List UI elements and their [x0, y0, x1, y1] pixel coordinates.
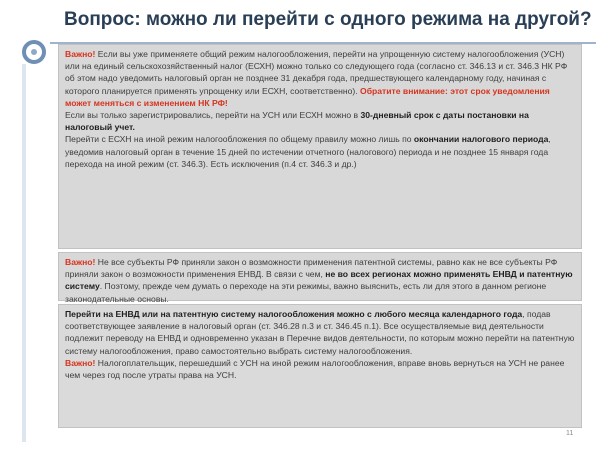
emphasis-text: окончании налогового периода	[413, 134, 549, 145]
emphasis-text: 30-дневный срок с даты постановки на налоговый учет.	[65, 110, 529, 133]
side-accent-strip	[22, 64, 26, 442]
attention-note: Обратите внимание: этот срок уведомления может меняться с изменением НК РФ!	[65, 85, 550, 108]
page-number: 11	[566, 430, 574, 437]
slide-title: Вопрос: можно ли перейти с одного режима на другой?	[64, 9, 592, 30]
paragraph-text: , подав соответствующее заявление в налоговый орган (ст. 346.28 п.3 и ст. 346.45 п.1). Все осуществляемые вид деятельности подлежит переводу на ЕНВД и одновременно указан в Перечне видов деятельности, по которым можно перейти на патентную систему налогообложения, право самостоятельно выбрать систему налогообложения.	[65, 309, 575, 356]
paragraph-text: . Поэтому, прежде чем думать о переходе на эти режимы, важно выяснить, есть ли для этого в данном регионе законодательные основы.	[65, 281, 547, 304]
important-label: Важно!	[65, 357, 96, 368]
important-label: Важно!	[65, 49, 96, 59]
paragraph-text: Если вы только зарегистрировались, перейти на УСН или ЕСХН можно в	[65, 110, 361, 121]
text-block-tax-regime-switch	[58, 44, 582, 249]
important-label: Важно!	[65, 257, 96, 267]
paragraph-text: Не все субъекты РФ приняли закон о возможности применения патентной системы, равно как не все субъекты РФ приняли закон о возможности применения ЕНВД. В связи с чем,	[65, 257, 558, 280]
paragraph-text: Если вы уже применяете общий режим налогообложения, перейти на упрощенную систему налогообложения (УСН) или на единый сельскохозяйственный налог (ЕСХН) можно только со следующего года (согласно ст. 346.13 и ст. 346.3 НК РФ об этом надо уведомить налоговый орган не позднее 31 декабря года, предшествующего календарному году, начиная с которого планируется применять упрощенку или ЕСХН, соответственно).	[65, 49, 568, 96]
bullet-ring-icon	[22, 40, 46, 64]
paragraph-text: Налогоплательщик, перешедший с УСН на иной режим налогообложения, вправе вновь вернуться на УСН не ранее чем через год после утраты права на УСН.	[65, 357, 565, 381]
emphasis-text: Перейти на ЕНВД или на патентную систему налогообложения можно с любого месяца календарного года	[65, 309, 523, 319]
paragraph-text: Перейти с ЕСХН на иной режим налогообложения по общему правилу можно лишь по	[65, 134, 414, 145]
bullet-ring-center	[31, 49, 37, 55]
text-block-regional-laws	[58, 252, 582, 304]
paragraph-text: , уведомив налоговый орган в течение 15 дней по истечении отчетного (налогового) периода и не позднее 15 января года перехода на иной режим (ст. 346.3). Есть исключения (п.4 ст. 346.3 и др.)	[65, 134, 551, 169]
text-block-envd-patent	[58, 304, 582, 428]
emphasis-text: не во всех регионах можно применять ЕНВД и патентную систему	[65, 269, 573, 292]
